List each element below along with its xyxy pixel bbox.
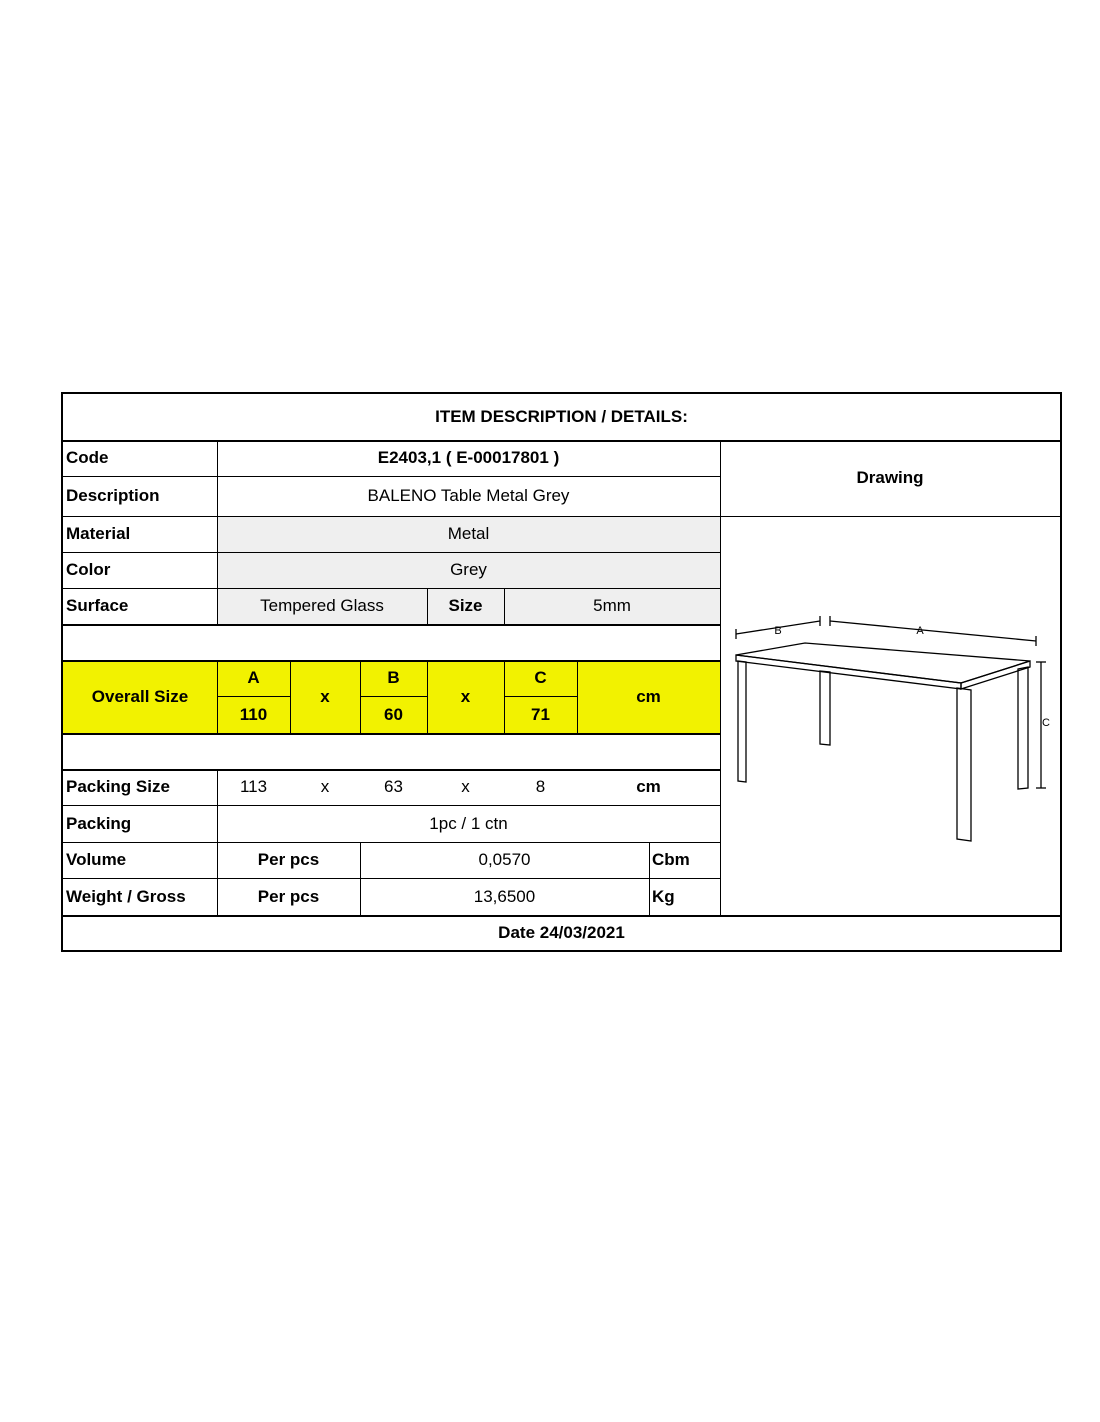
- packing-size-a: 113: [239, 777, 268, 796]
- size-label: Size: [448, 596, 483, 615]
- grid-line: [360, 696, 427, 697]
- weight-per: Per pcs: [257, 887, 320, 906]
- grid-line: [63, 733, 720, 735]
- grid-line: [217, 660, 218, 733]
- packing-label: Packing: [66, 813, 132, 833]
- grid-line: [649, 842, 650, 915]
- description-value: BALENO Table Metal Grey: [367, 486, 570, 505]
- packing-size-b: 63: [384, 777, 403, 796]
- surface-label: Surface: [66, 596, 129, 615]
- material-label: Material: [66, 524, 131, 543]
- weight-label: Weight / Gross: [66, 887, 186, 906]
- grid-line: [63, 552, 720, 553]
- surface-value: Tempered Glass: [260, 596, 384, 615]
- dim-a-label: A: [247, 668, 260, 687]
- grid-line: [504, 588, 505, 624]
- times-sign: x: [320, 686, 330, 706]
- color-value: Grey: [450, 560, 487, 579]
- volume-per: Per pcs: [257, 850, 320, 869]
- dim-b-label: B: [387, 668, 400, 687]
- times-sign: x: [461, 777, 470, 796]
- grid-line: [360, 660, 361, 733]
- document-date: Date 24/03/2021: [498, 923, 625, 942]
- grid-line: [577, 660, 578, 733]
- grid-line: [63, 476, 217, 477]
- grid-line: [63, 440, 1060, 442]
- overall-size-label: Overall Size: [91, 686, 189, 706]
- grid-line: [63, 878, 720, 879]
- grid-line: [290, 660, 291, 733]
- material-value: Metal: [447, 524, 490, 543]
- grid-line: [360, 842, 361, 915]
- dim-a-value: 110: [239, 704, 268, 724]
- dim-b-marker: B: [774, 625, 782, 637]
- table-line-drawing: [720, 516, 1064, 916]
- code-label: Code: [66, 448, 109, 467]
- overall-size-unit: cm: [636, 686, 661, 706]
- packing-size-unit: cm: [636, 777, 661, 796]
- volume-label: Volume: [66, 850, 127, 869]
- times-sign: x: [320, 777, 330, 796]
- dim-c-label: C: [534, 668, 547, 687]
- grid-line: [63, 624, 720, 626]
- description-label: Description: [66, 486, 160, 505]
- grid-line: [427, 660, 428, 733]
- grid-line: [504, 696, 577, 697]
- times-sign: x: [460, 686, 471, 706]
- grid-line: [63, 769, 720, 771]
- grid-line: [63, 842, 720, 843]
- grid-line: [63, 805, 720, 806]
- dim-c-marker: C: [1042, 717, 1050, 729]
- grid-line: [217, 476, 720, 477]
- grid-line: [63, 660, 720, 662]
- drawing-label: Drawing: [856, 468, 924, 487]
- packing-size-label: Packing Size: [66, 777, 170, 796]
- size-value: 5mm: [593, 596, 631, 615]
- code-value: E2403,1 ( E-00017801 ): [377, 448, 560, 467]
- grid-line: [217, 440, 218, 624]
- volume-value: 0,0570: [478, 850, 531, 869]
- dim-c-value: 71: [531, 704, 550, 724]
- grid-line: [427, 588, 428, 624]
- color-label: Color: [66, 560, 111, 579]
- item-details-sheet: [61, 392, 1062, 952]
- volume-unit: Cbm: [652, 850, 690, 869]
- packing-size-c: 8: [535, 777, 546, 796]
- packing-value: 1pc / 1 ctn: [429, 813, 508, 833]
- grid-line: [217, 696, 290, 697]
- grid-line: [217, 769, 218, 915]
- weight-value: 13,6500: [473, 887, 536, 906]
- grid-line: [63, 588, 720, 589]
- table-drawing: [720, 516, 1064, 916]
- weight-unit: Kg: [652, 887, 675, 906]
- grid-line: [504, 660, 505, 733]
- dim-b-value: 60: [384, 704, 403, 724]
- dim-a-marker: A: [916, 625, 924, 637]
- page-title: ITEM DESCRIPTION / DETAILS:: [435, 407, 688, 426]
